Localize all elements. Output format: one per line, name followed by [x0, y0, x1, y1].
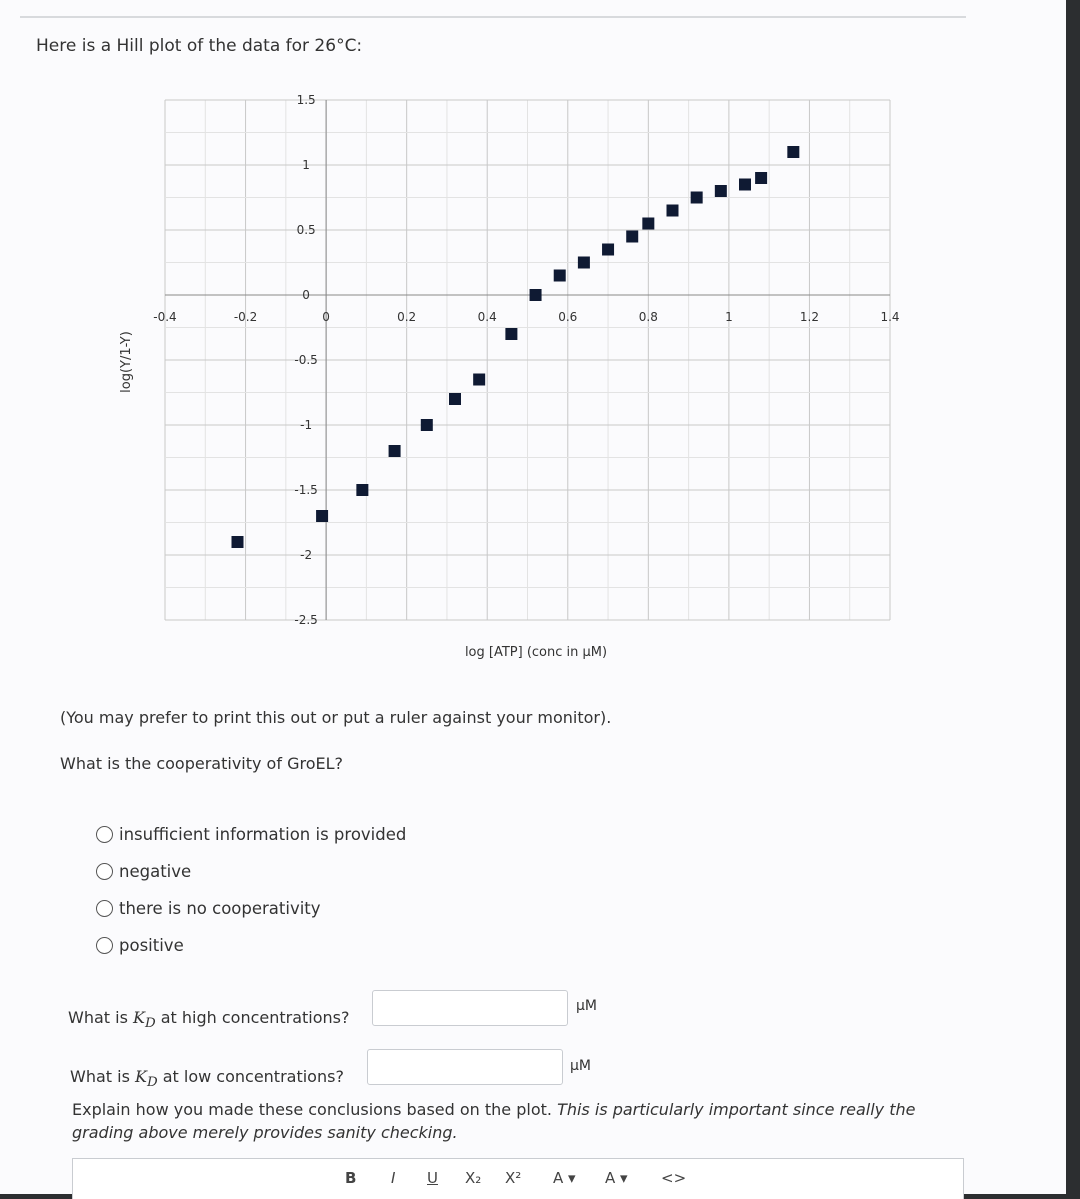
highlight-color-button[interactable]: A ▾ — [605, 1169, 628, 1187]
y-tick-label: 0.5 — [296, 223, 316, 237]
data-point — [691, 192, 703, 204]
explain-instructions — [72, 1098, 952, 1144]
kd-low-k: K — [135, 1067, 147, 1086]
explain-italic-text: This is particularly important since really the grading above merely provides sanity checking. — [72, 1100, 916, 1142]
x-tick-label: 0.4 — [477, 310, 497, 324]
option-insufficient-info[interactable] — [96, 816, 406, 853]
hill-plot-chart — [0, 80, 1066, 680]
underline-button[interactable]: U — [427, 1169, 438, 1187]
y-tick-label: 1.5 — [296, 93, 316, 107]
x-tick-label: 0.6 — [558, 310, 578, 324]
data-point — [739, 179, 751, 191]
data-point — [389, 445, 401, 457]
data-point — [316, 510, 328, 522]
x-tick-label: 0.8 — [638, 310, 658, 324]
chart-grid — [165, 100, 890, 620]
radio-button[interactable] — [96, 863, 113, 880]
bold-button[interactable]: B — [345, 1169, 357, 1187]
data-point — [602, 244, 614, 256]
rich-text-editor[interactable] — [72, 1158, 964, 1199]
data-point — [449, 393, 461, 405]
subscript-button[interactable]: X₂ — [465, 1169, 482, 1187]
kd-low-unit: µM — [570, 1058, 591, 1074]
data-point — [787, 146, 799, 158]
kd-high-sub: D — [144, 1016, 156, 1032]
y-tick-label: -1.5 — [294, 483, 318, 497]
data-point — [530, 289, 542, 301]
x-tick-label: -0.4 — [153, 310, 177, 324]
data-point — [626, 231, 638, 243]
explain-plain-text: Explain how you made these conclusions based on the plot. — [72, 1100, 558, 1119]
data-point — [554, 270, 566, 282]
ruler-note: (You may prefer to print this out or put a ruler against your monitor). — [60, 708, 612, 727]
page-heading: Here is a Hill plot of the data for 26°C: — [36, 36, 363, 56]
x-tick-label: 1.4 — [880, 310, 900, 324]
x-tick-label: -0.2 — [233, 310, 258, 324]
kd-high-suffix: at high concentrations? — [155, 1008, 350, 1027]
option-label: positive — [119, 936, 184, 955]
option-positive[interactable] — [96, 927, 406, 964]
data-point — [642, 218, 654, 230]
data-point — [755, 172, 767, 184]
cooperativity-options — [96, 816, 406, 964]
x-tick-label: 0 — [322, 310, 330, 324]
x-axis-label: log [ATP] (conc in µM) — [464, 645, 608, 660]
y-tick-label: 0 — [302, 288, 310, 302]
y-tick-label: -0.5 — [294, 353, 318, 367]
radio-button[interactable] — [96, 937, 113, 954]
x-tick-label: 0.2 — [397, 310, 417, 324]
y-tick-label: -2.5 — [294, 613, 318, 627]
data-point — [578, 257, 590, 269]
kd-high-question — [68, 1008, 350, 1031]
data-point — [505, 328, 517, 340]
kd-high-input[interactable] — [372, 990, 568, 1026]
kd-high-prefix: What is — [68, 1008, 133, 1027]
kd-high-unit: µM — [576, 998, 597, 1014]
y-axis-label: log(Y/1-Y) — [119, 331, 134, 393]
data-point — [232, 536, 244, 548]
data-point — [667, 205, 679, 217]
option-label: there is no cooperativity — [119, 899, 321, 918]
option-no-cooperativity[interactable] — [96, 890, 406, 927]
y-tick-label: 1 — [302, 158, 310, 172]
data-point — [715, 185, 727, 197]
option-label: insufficient information is provided — [119, 825, 407, 844]
top-divider — [20, 16, 966, 18]
radio-button[interactable] — [96, 900, 113, 917]
data-point — [356, 484, 368, 496]
option-label: negative — [119, 862, 192, 881]
kd-low-sub: D — [146, 1075, 158, 1091]
kd-low-prefix: What is — [70, 1067, 135, 1086]
radio-button[interactable] — [96, 826, 113, 843]
y-tick-label: -2 — [300, 548, 313, 562]
kd-low-input[interactable] — [367, 1049, 563, 1085]
data-point — [421, 419, 433, 431]
editor-toolbar — [73, 1169, 963, 1199]
x-tick-label: 1.2 — [799, 310, 819, 324]
code-button[interactable]: <> — [661, 1169, 687, 1187]
data-point — [473, 374, 485, 386]
italic-button[interactable]: I — [391, 1169, 396, 1187]
x-tick-label: 1 — [725, 310, 733, 324]
option-negative[interactable] — [96, 853, 406, 890]
cooperativity-question: What is the cooperativity of GroEL? — [60, 754, 343, 773]
y-tick-label: -1 — [300, 418, 313, 432]
font-color-button[interactable]: A ▾ — [553, 1169, 576, 1187]
superscript-button[interactable]: X² — [505, 1169, 522, 1187]
kd-high-k: K — [133, 1008, 145, 1027]
kd-low-suffix: at low concentrations? — [157, 1067, 344, 1086]
kd-low-question — [70, 1067, 344, 1090]
